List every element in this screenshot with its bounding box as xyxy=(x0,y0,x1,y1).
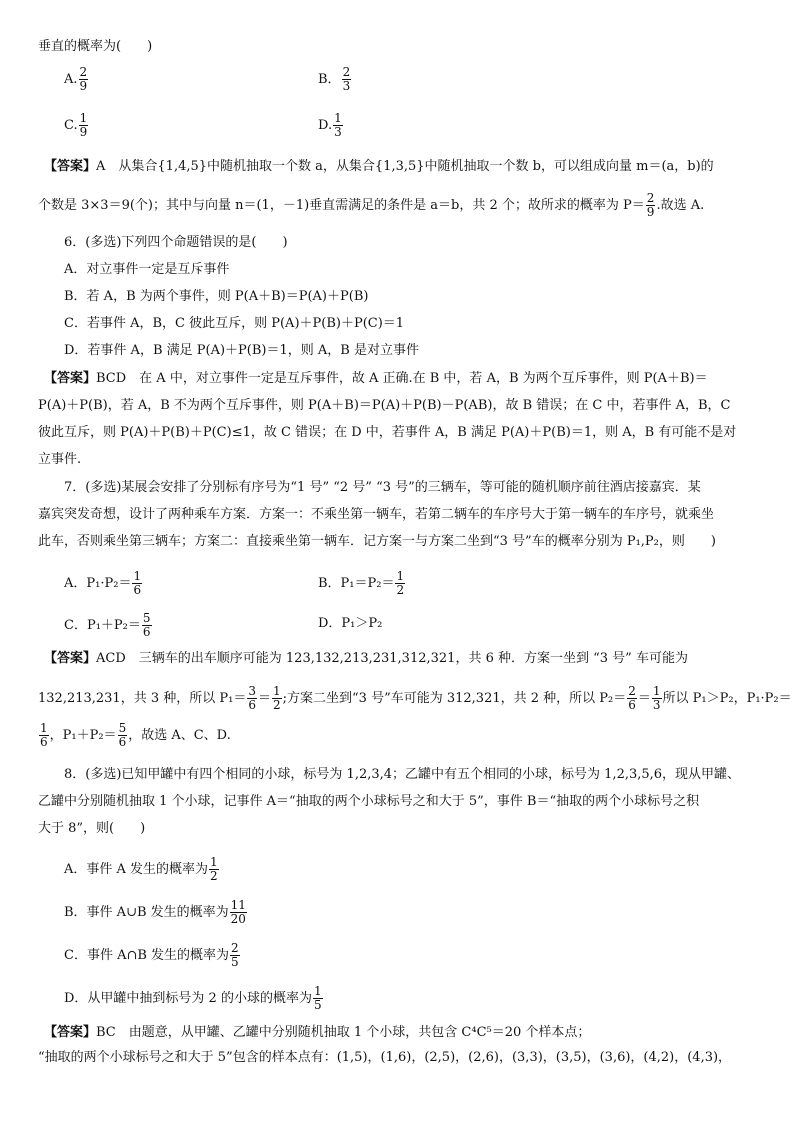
answer-tag: 【答案】 xyxy=(44,371,97,386)
q8-stem-line2: 乙罐中分别随机抽取 1 个小球，记事件 A＝“抽取的两个小球标号之和大于 5”，事件 B＝“抽取的两个小球标号之积 xyxy=(38,794,700,809)
q8-option-b: B．事件 A∪B 发生的概率为 $\frac{11}{20}$ xyxy=(64,898,246,926)
q6-answer-line1: 【答案】BCD 在 A 中，对立事件一定是互斥事件，故 A 正确.在 B 中，若 A，B 为两个互斥事件，则 P(A＋B)＝ xyxy=(44,371,708,386)
q5-answer-line2: 个数是 3×3＝9(个)；其中与向量 n＝(1，－1)垂直需满足的条件是 a＝b，共 2 个；故所求的概率为 P＝ $\frac{2}{9}$ .故选 A. xyxy=(38,191,705,219)
q6-option-a: A．对立事件一定是互斥事件 xyxy=(64,262,230,277)
q8-stem-line3: 大于 8”，则( ) xyxy=(38,821,146,836)
q5-answer-line1: 【答案】A 从集合{1,4,5}中随机抽取一个数 a，从集合{1,3,5}中随机抽取一个数 b，可以组成向量 m＝(a，b)的 xyxy=(44,159,714,174)
q6-option-d: D．若事件 A，B 满足 P(A)＋P(B)＝1，则 A，B 是对立事件 xyxy=(64,343,419,358)
q6-answer-line2: P(A)＋P(B)，若 A，B 不为两个互斥事件，则 P(A＋B)＝P(A)＋P(B)－P(AB)，故 B 错误；在 C 中，若事件 A，B，C xyxy=(38,398,731,413)
answer-tag: 【答案】 xyxy=(44,1025,97,1040)
q7-answer-line3: $\frac{1}{6}$ ，P₁＋P₂＝ $\frac{5}{6}$ ，故选 A、C、D. xyxy=(40,721,231,749)
q5-option-a: A. $\frac{2}{9}$ xyxy=(64,65,88,93)
q6-option-b: B．若 A，B 为两个事件，则 P(A＋B)＝P(A)＋P(B) xyxy=(64,289,369,304)
q7-stem-line3: 此车，否则乘坐第三辆车；方案二：直接乘坐第一辆车．记方案一与方案二坐到“3 号”车的概率分别为 P₁,P₂，则 ) xyxy=(38,534,716,549)
q6-option-c: C．若事件 A，B，C 彼此互斥，则 P(A)＋P(B)＋P(C)＝1 xyxy=(64,316,405,331)
q7-stem-line1: 7．(多选)某展会安排了分别标有序号为“1 号” “2 号” “3 号”的三辆车，等可能的随机顺序前往酒店接嘉宾．某 xyxy=(64,480,701,495)
q6-stem: 6．(多选)下列四个命题错误的是( ) xyxy=(64,235,288,250)
q8-option-c: C．事件 A∩B 发生的概率为 $\frac{2}{5}$ xyxy=(64,941,239,969)
q7-option-d: D．P₁＞P₂ xyxy=(318,616,383,631)
answer-tag: 【答案】 xyxy=(44,651,97,666)
q8-answer-line2: “抽取的两个小球标号之和大于 5”包含的样本点有：(1,5)，(1,6)，(2,5)，(2,6)，(3,3)，(3,5)，(3,6)，(4,2)，(4,3)， xyxy=(38,1050,732,1065)
q7-answer-line2: 132,213,231，共 3 种，所以 P₁＝ $\frac{3}{6}$ ＝ $\frac{1}{2}$ ;方案二坐到“3 号”车可能为 312,321，共 2 种，所以 P₂＝ $\frac{2}{6}$ ＝ $\frac{1}{3}$ 所以 P₁＞P₂，P₁·P₂＝ xyxy=(38,684,792,712)
q6-answer-line3: 彼此互斥，则 P(A)＋P(B)＋P(C)≤1，故 C 错误；在 D 中，若事件 A，B 满足 P(A)＋P(B)＝1，则 A，B 有可能不是对 xyxy=(38,425,737,440)
q7-answer-line1: 【答案】ACD 三辆车的出车顺序可能为 123,132,213,231,312,321，共 6 种．方案一坐到 “3 号” 车可能为 xyxy=(44,651,688,666)
q7-stem-line2: 嘉宾突发奇想，设计了两种乘车方案．方案一：不乘坐第一辆车，若第二辆车的车序号大于第一辆车的车序号，就乘坐 xyxy=(38,507,715,522)
q8-option-d: D．从甲罐中抽到标号为 2 的小球的概率为 $\frac{1}{5}$ xyxy=(64,984,322,1012)
q7-option-b: B．P₁＝P₂＝ $\frac{1}{2}$ xyxy=(318,569,405,597)
q7-option-c: C．P₁＋P₂＝ $\frac{5}{6}$ xyxy=(64,611,151,639)
q5-option-b: B． $\frac{2}{3}$ xyxy=(318,65,351,93)
q5-stem-tail: 垂直的概率为( ) xyxy=(38,39,153,54)
q8-stem-line1: 8．(多选)已知甲罐中有四个相同的小球，标号为 1,2,3,4；乙罐中有五个相同的小球，标号为 1,2,3,5,6，现从甲罐、 xyxy=(64,767,741,782)
q7-option-a: A．P₁·P₂＝ $\frac{1}{6}$ xyxy=(64,569,142,597)
answer-tag: 【答案】 xyxy=(44,159,97,174)
q6-answer-line4: 立事件. xyxy=(38,452,82,467)
q8-answer-line1: 【答案】BC 由题意，从甲罐、乙罐中分别随机抽取 1 个小球，共包含 C⁴C⁵＝20 个样本点； xyxy=(44,1025,591,1040)
q8-option-a: A．事件 A 发生的概率为 $\frac{1}{2}$ xyxy=(64,855,218,883)
q5-option-d: D. $\frac{1}{3}$ xyxy=(318,111,342,139)
q5-option-c: C. $\frac{1}{9}$ xyxy=(64,111,88,139)
